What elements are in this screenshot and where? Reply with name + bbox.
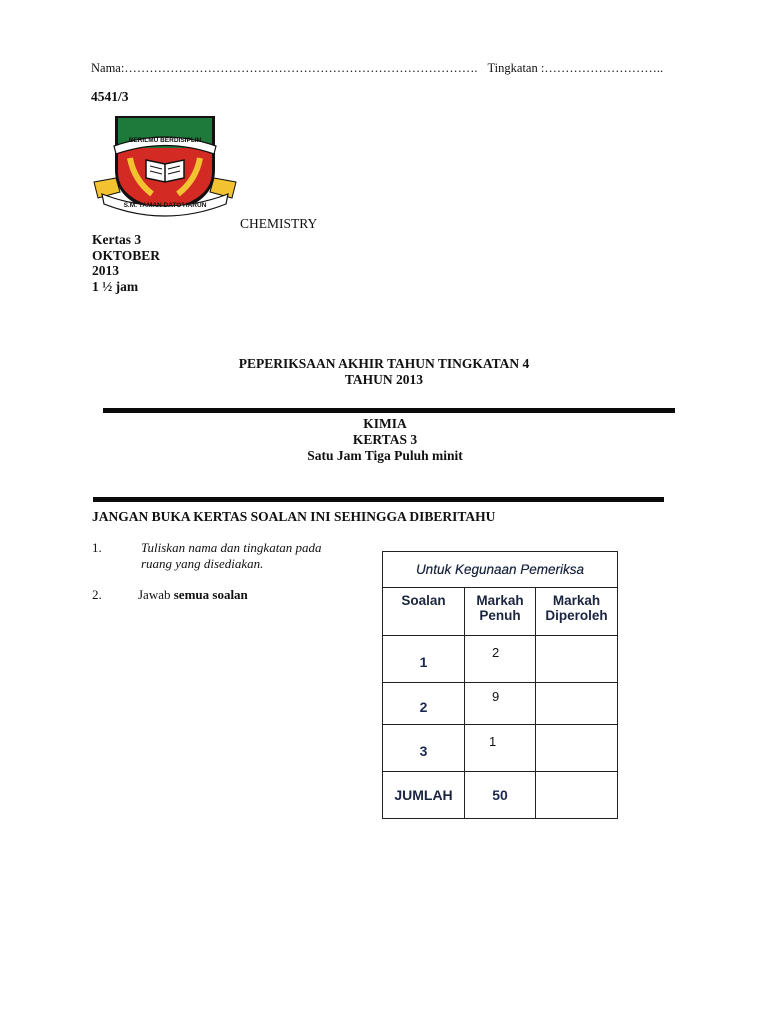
table-row (383, 725, 618, 772)
table-caption-row (383, 552, 618, 588)
header-full-marks (465, 588, 536, 636)
obtained-mark-cell[interactable] (536, 636, 618, 683)
table-row (383, 636, 618, 683)
divider-bottom (93, 497, 664, 502)
full-mark-value: 1 (465, 725, 536, 772)
question-number: 2 (383, 683, 465, 725)
table-header-row (383, 588, 618, 636)
header-obtained-line1: Markah (552, 593, 601, 608)
full-mark-value: 9 (465, 683, 536, 725)
paper-duration: Satu Jam Tiga Puluh minit (307, 448, 463, 463)
name-field-label: Nama:…………………………………………………………………………. (91, 61, 478, 75)
instruction-1-number: 1. (92, 540, 102, 555)
table-row (383, 683, 618, 725)
instruction-2-text (138, 587, 248, 603)
paper-code: 4541/3 (91, 89, 129, 104)
examiner-marks-table (382, 551, 618, 819)
exam-title-line2: TAHUN 2013 (344, 371, 424, 387)
header-full-marks-line1: Markah (476, 593, 524, 608)
paper-info (92, 232, 160, 294)
paper-name: KERTAS 3 (352, 432, 418, 447)
instruction-2-prefix: Jawab (138, 587, 174, 602)
exam-title-line1: PEPERIKSAAN AKHIR TAHUN TINGKATAN 4 (238, 356, 530, 371)
instruction-1-text (141, 540, 322, 572)
instruction-1-line1: Tuliskan nama dan tingkatan pada (141, 540, 322, 555)
paper-subject: KIMIA (363, 416, 407, 431)
school-logo (90, 108, 240, 220)
exam-title (0, 356, 768, 387)
exam-month: OKTOBER (92, 247, 161, 263)
logo-school-name: S.M. TAMAN DATO'HARUN (123, 202, 207, 209)
table-total-row (383, 772, 618, 819)
exam-duration: 1 ½ jam (92, 278, 139, 294)
header-full-marks-line2: Penuh (479, 608, 521, 623)
instruction-2-emphasis: semua soalan (173, 587, 248, 602)
header-obtained-line2: Diperoleh (545, 608, 608, 623)
question-number: 1 (383, 636, 465, 683)
header-question: Soalan (383, 588, 465, 636)
divider-top (103, 408, 675, 413)
student-info-line (91, 61, 663, 76)
total-full-mark: 50 (465, 772, 536, 819)
table-caption: Untuk Kegunaan Pemeriksa (383, 552, 618, 588)
form-field-label: Tingkatan :……………………….. (487, 61, 664, 75)
warning-text: JANGAN BUKA KERTAS SOALAN INI SEHINGGA DIBERITAHU (92, 509, 496, 524)
header-obtained-marks (536, 588, 618, 636)
subject-title: CHEMISTRY (240, 216, 318, 231)
question-number: 3 (383, 725, 465, 772)
paper-number: Kertas 3 (92, 232, 142, 247)
instruction-2-number: 2. (92, 587, 102, 602)
total-label: JUMLAH (383, 772, 465, 819)
logo-motto: BERILMU BERDISIPLIN (128, 137, 202, 144)
full-mark-value: 2 (465, 636, 536, 683)
exam-year: 2013 (92, 263, 119, 278)
obtained-mark-cell[interactable] (536, 725, 618, 772)
total-obtained-cell[interactable] (536, 772, 618, 819)
instruction-1-line2: ruang yang disediakan. (141, 556, 264, 571)
obtained-mark-cell[interactable] (536, 683, 618, 725)
paper-block (0, 416, 768, 464)
